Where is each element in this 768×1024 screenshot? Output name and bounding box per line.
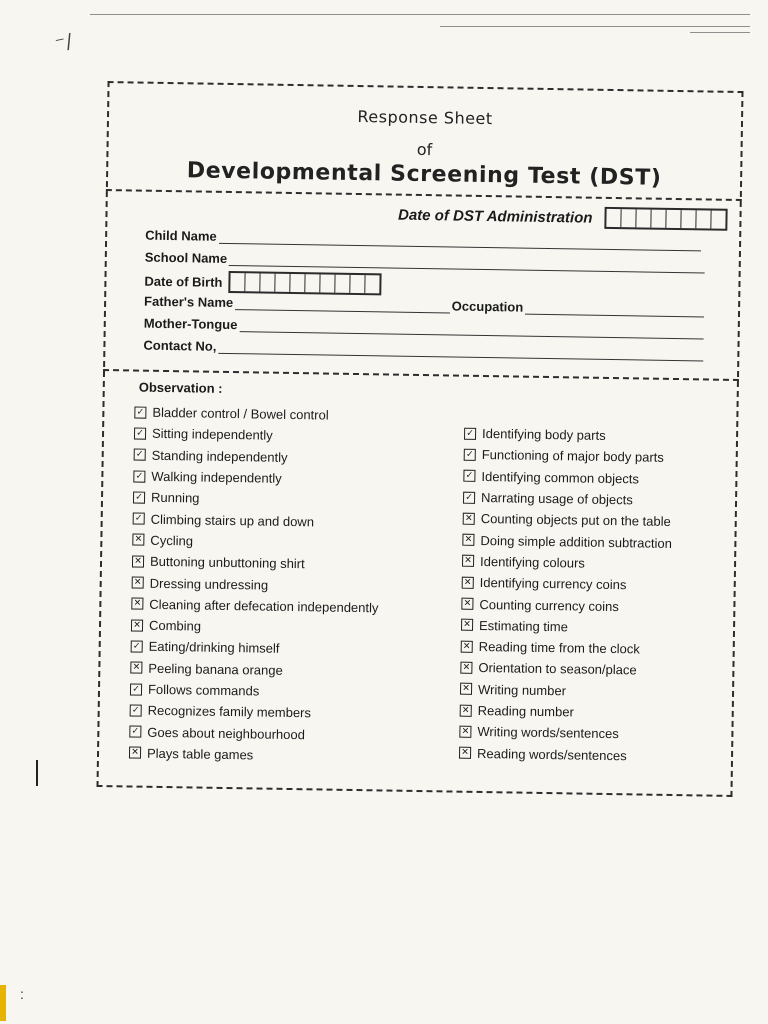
pen-mark bbox=[36, 760, 38, 786]
observation-item-label: Walking independently bbox=[151, 468, 282, 486]
school-name-label: School Name bbox=[144, 249, 228, 266]
fathers-name-field[interactable] bbox=[235, 299, 450, 313]
observation-item-label: Writing number bbox=[477, 681, 567, 699]
observation-item-label: Identifying body parts bbox=[481, 426, 606, 444]
observation-item-label: Follows commands bbox=[147, 681, 260, 699]
observation-item-label: Combing bbox=[148, 617, 202, 634]
child-details-form bbox=[103, 191, 742, 381]
observation-title: Observation : bbox=[138, 379, 223, 396]
crossed-box-icon[interactable]: ✕ bbox=[131, 598, 143, 610]
crossed-box-icon[interactable]: ✕ bbox=[460, 683, 472, 695]
date-admin-boxes[interactable] bbox=[604, 207, 727, 231]
crossed-box-icon[interactable]: ✕ bbox=[132, 577, 144, 589]
observation-item-label: Estimating time bbox=[478, 617, 569, 635]
school-name-field[interactable] bbox=[229, 255, 705, 273]
observation-item-label: Functioning of major body parts bbox=[481, 447, 664, 466]
crossed-box-icon[interactable]: ✕ bbox=[463, 513, 475, 525]
fathers-name-label: Father's Name bbox=[144, 293, 234, 311]
dob-row bbox=[144, 270, 464, 297]
crossed-box-icon[interactable]: ✕ bbox=[461, 640, 473, 652]
observation-item-label: Dressing undressing bbox=[149, 575, 269, 593]
checked-box-icon[interactable]: ✓ bbox=[130, 683, 142, 695]
checked-box-icon[interactable]: ✓ bbox=[133, 491, 145, 503]
crossed-box-icon[interactable]: ✕ bbox=[462, 534, 474, 546]
observation-list-left bbox=[129, 402, 382, 768]
dob-boxes[interactable] bbox=[228, 271, 381, 295]
contact-no-row bbox=[143, 338, 703, 362]
checked-box-icon[interactable]: ✓ bbox=[464, 449, 476, 461]
observation-item-label: Counting currency coins bbox=[479, 596, 619, 614]
observation-item-label: Identifying currency coins bbox=[479, 575, 627, 593]
crossed-box-icon[interactable]: ✕ bbox=[132, 555, 144, 567]
checked-box-icon[interactable]: ✓ bbox=[464, 427, 476, 439]
fathers-name-row bbox=[144, 294, 704, 318]
sticky-tab bbox=[0, 985, 6, 1021]
dob-label: Date of Birth bbox=[144, 273, 223, 290]
child-name-field[interactable] bbox=[219, 233, 702, 252]
observation-item-label: Reading time from the clock bbox=[478, 639, 640, 657]
observation-item-label: Recognizes family members bbox=[147, 703, 312, 721]
checked-box-icon[interactable]: ✓ bbox=[130, 704, 142, 716]
observation-item-label: Running bbox=[150, 490, 200, 506]
crossed-box-icon[interactable]: ✕ bbox=[129, 747, 141, 759]
checked-box-icon[interactable]: ✓ bbox=[463, 470, 475, 482]
observation-item-label: Plays table games bbox=[146, 745, 254, 763]
observation-item-label: Counting objects put on the table bbox=[480, 511, 671, 530]
observation-item-label: Bladder control / Bowel control bbox=[152, 404, 329, 423]
date-admin-label: Date of DST Administration bbox=[397, 206, 593, 227]
checked-box-icon[interactable]: ✓ bbox=[134, 449, 146, 461]
observation-item-label: Cycling bbox=[150, 532, 194, 549]
observation-item-label: Identifying colours bbox=[479, 553, 585, 571]
checked-box-icon[interactable]: ✓ bbox=[133, 513, 145, 525]
crossed-box-icon[interactable]: ✕ bbox=[130, 662, 142, 674]
observation-item-label: Cleaning after defecation independently bbox=[149, 596, 379, 616]
crossed-box-icon[interactable]: ✕ bbox=[132, 534, 144, 546]
observation-item-label: Narrating usage of objects bbox=[480, 489, 633, 508]
checked-box-icon[interactable]: ✓ bbox=[134, 427, 146, 439]
checked-box-icon[interactable]: ✓ bbox=[129, 726, 141, 738]
checked-box-icon[interactable]: ✓ bbox=[133, 470, 145, 482]
mother-tongue-row bbox=[144, 316, 704, 340]
observation-item bbox=[459, 742, 669, 767]
date-of-administration bbox=[398, 204, 728, 231]
crossed-box-icon[interactable]: ✕ bbox=[461, 598, 473, 610]
observation-item-label: Reading words/sentences bbox=[476, 745, 627, 763]
crossed-box-icon[interactable]: ✕ bbox=[459, 747, 471, 759]
mother-tongue-field[interactable] bbox=[239, 321, 703, 339]
pen-dots: : bbox=[20, 986, 24, 1002]
observation-item-label: Sitting independently bbox=[151, 426, 273, 444]
occupation-field[interactable] bbox=[525, 304, 704, 318]
crossed-box-icon[interactable]: ✕ bbox=[462, 555, 474, 567]
observation-item-label: Writing words/sentences bbox=[477, 724, 619, 742]
mother-tongue-label: Mother-Tongue bbox=[143, 315, 238, 333]
checked-box-icon[interactable]: ✓ bbox=[463, 491, 475, 503]
observation-item-label: Standing independently bbox=[151, 447, 288, 465]
observation-list-right bbox=[459, 423, 674, 767]
sheet-header bbox=[106, 81, 744, 201]
observation-item-label: Doing simple addition subtraction bbox=[480, 532, 673, 551]
observation-item-label: Goes about neighbourhood bbox=[147, 724, 306, 742]
header-line2: of bbox=[416, 139, 433, 160]
observation-item-label: Peeling banana orange bbox=[148, 660, 283, 678]
crossed-box-icon[interactable]: ✕ bbox=[461, 619, 473, 631]
school-name-row bbox=[145, 250, 705, 274]
occupation-label: Occupation bbox=[451, 298, 524, 315]
scan-edge bbox=[0, 0, 768, 40]
contact-no-field[interactable] bbox=[218, 343, 703, 362]
crossed-box-icon[interactable]: ✕ bbox=[460, 662, 472, 674]
observation-item-label: Buttoning unbuttoning shirt bbox=[149, 553, 305, 572]
crossed-box-icon[interactable]: ✕ bbox=[462, 576, 474, 588]
observation-item-label: Climbing stairs up and down bbox=[150, 511, 315, 529]
crossed-box-icon[interactable]: ✕ bbox=[460, 704, 472, 716]
sheet-title: Developmental Screening Test (DST) bbox=[186, 158, 662, 191]
observation-item-label: Reading number bbox=[477, 702, 574, 720]
crossed-box-icon[interactable]: ✕ bbox=[131, 619, 143, 631]
crossed-box-icon[interactable]: ✕ bbox=[459, 725, 471, 737]
child-name-row bbox=[145, 228, 701, 252]
observation-item-label: Identifying common objects bbox=[481, 468, 640, 487]
observation-item bbox=[129, 742, 376, 767]
header-line1: Response Sheet bbox=[357, 106, 493, 129]
observation-item-label: Eating/drinking himself bbox=[148, 639, 280, 657]
observation-section bbox=[97, 371, 739, 795]
response-sheet bbox=[96, 81, 743, 797]
checked-box-icon[interactable]: ✓ bbox=[131, 640, 143, 652]
observation-item-label: Orientation to season/place bbox=[478, 660, 637, 678]
child-name-label: Child Name bbox=[145, 227, 217, 244]
contact-no-label: Contact No, bbox=[143, 337, 217, 354]
checked-box-icon[interactable]: ✓ bbox=[134, 406, 146, 418]
pen-scribble: ⁻/ bbox=[52, 28, 75, 56]
